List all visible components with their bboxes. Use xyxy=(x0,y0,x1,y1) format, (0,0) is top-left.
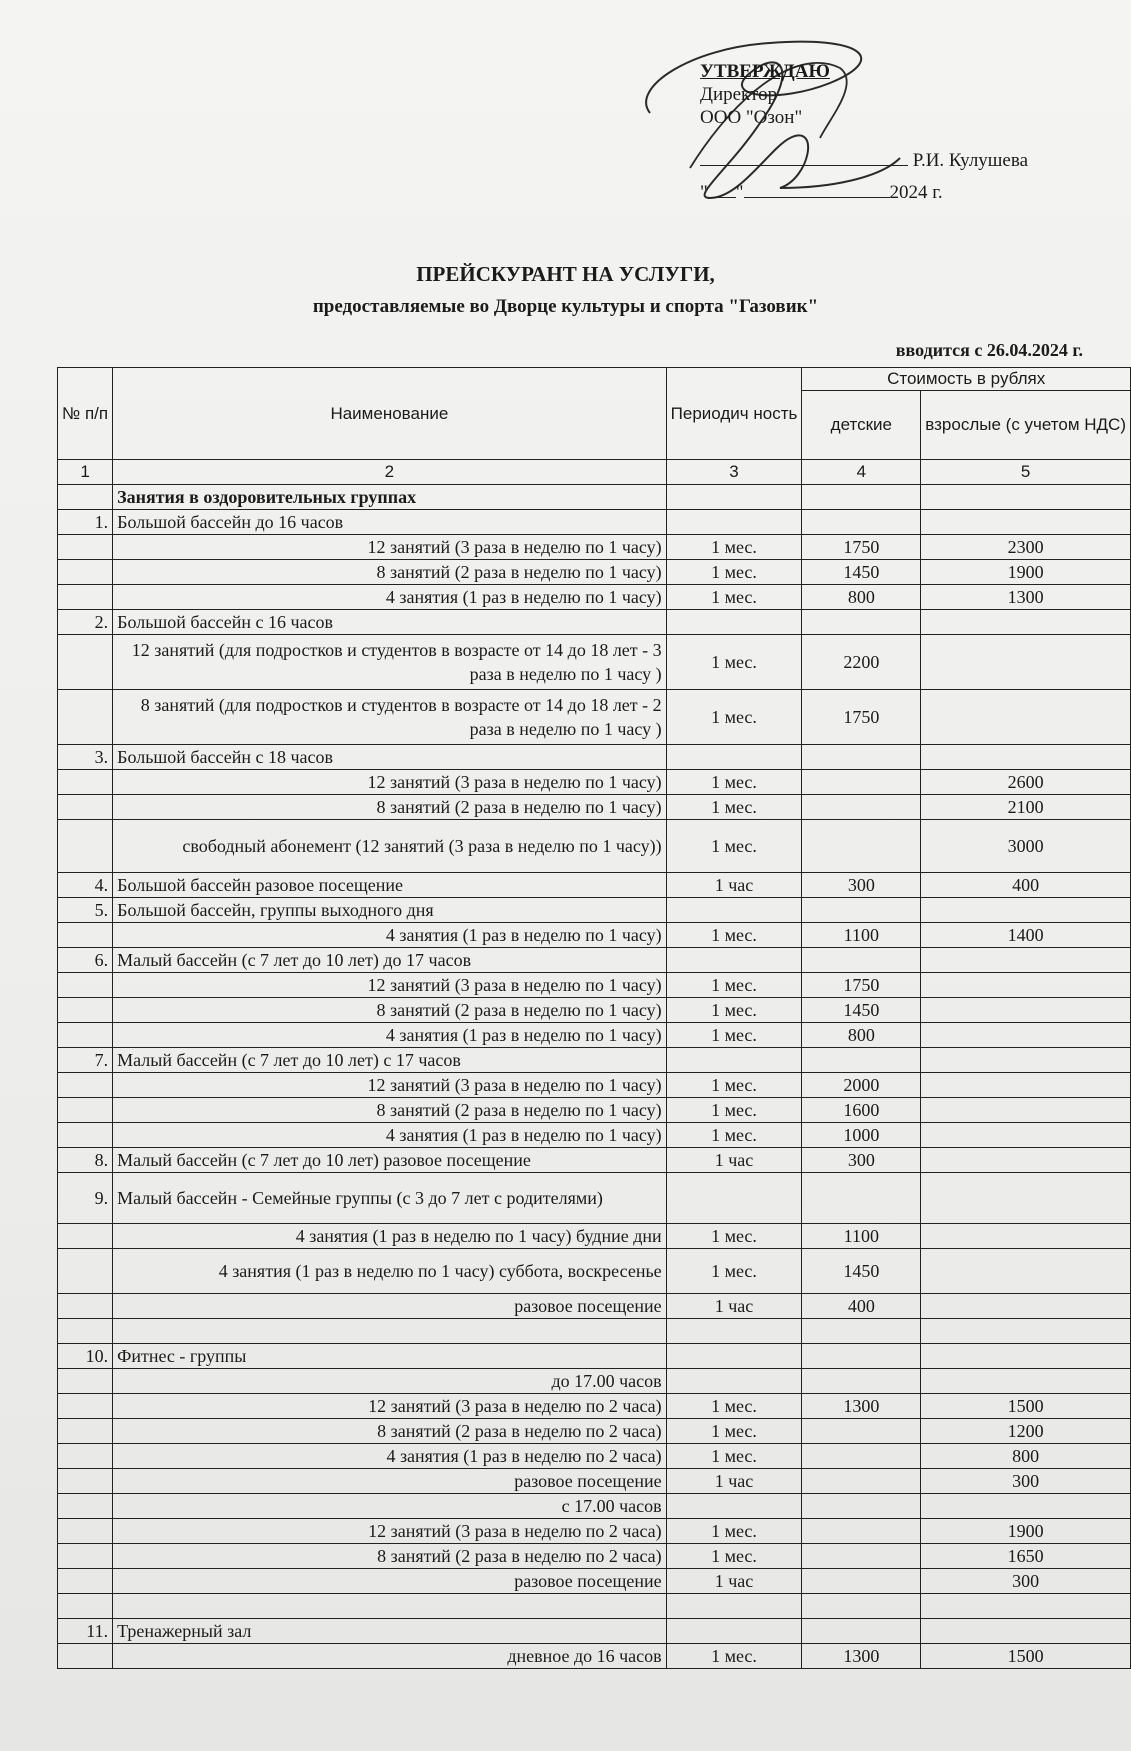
table-row xyxy=(58,1294,1131,1319)
row-name: 4 занятия (1 раз в неделю по 1 часу) суббота, воскресенье xyxy=(113,1249,667,1294)
effective-date: вводится с 26.04.2024 г. xyxy=(895,340,1083,360)
row-price-adults: 1400 xyxy=(921,923,1131,948)
row-name xyxy=(113,1594,667,1619)
price-table xyxy=(57,367,1131,1669)
row-price-adults xyxy=(921,610,1131,635)
table-row xyxy=(58,948,1131,973)
row-number xyxy=(58,1224,113,1249)
row-price-kids: 1450 xyxy=(802,560,921,585)
row-price-kids xyxy=(802,898,921,923)
row-price-adults xyxy=(921,998,1131,1023)
row-name: 12 занятий (3 раза в неделю по 1 часу) xyxy=(113,535,667,560)
row-period xyxy=(666,898,802,923)
table-row xyxy=(58,1173,1131,1224)
row-price-adults xyxy=(921,1369,1131,1394)
row-name: 8 занятий (2 раза в неделю по 1 часу) xyxy=(113,998,667,1023)
table-row xyxy=(58,1469,1131,1494)
row-period xyxy=(666,510,802,535)
row-number xyxy=(58,795,113,820)
row-period: 1 мес. xyxy=(666,1519,802,1544)
row-number: 8. xyxy=(58,1148,113,1173)
row-price-kids: 400 xyxy=(802,1294,921,1319)
row-period: 1 мес. xyxy=(666,1419,802,1444)
row-price-adults: 2100 xyxy=(921,795,1131,820)
table-row xyxy=(58,1023,1131,1048)
row-price-kids: 800 xyxy=(802,585,921,610)
row-name: Большой бассейн до 16 часов xyxy=(113,510,667,535)
row-price-adults: 1900 xyxy=(921,1519,1131,1544)
table-row xyxy=(58,1519,1131,1544)
table-row xyxy=(58,1394,1131,1419)
row-number: 10. xyxy=(58,1344,113,1369)
table-row xyxy=(58,1594,1131,1619)
row-price-adults xyxy=(921,973,1131,998)
table-row xyxy=(58,1098,1131,1123)
row-price-adults xyxy=(921,948,1131,973)
table-row xyxy=(58,1224,1131,1249)
row-price-kids xyxy=(802,1619,921,1644)
header-num: № п/п xyxy=(58,368,113,460)
row-price-kids xyxy=(802,1594,921,1619)
row-number xyxy=(58,1123,113,1148)
row-price-adults xyxy=(921,635,1131,690)
row-name: 4 занятия (1 раз в неделю по 2 часа) xyxy=(113,1444,667,1469)
row-price-adults xyxy=(921,510,1131,535)
table-row xyxy=(58,1249,1131,1294)
row-period: 1 мес. xyxy=(666,973,802,998)
row-period: 1 мес. xyxy=(666,1023,802,1048)
row-price-kids xyxy=(802,1173,921,1224)
row-period: 1 мес. xyxy=(666,1394,802,1419)
row-name: 8 занятий (2 раза в неделю по 1 часу) xyxy=(113,1098,667,1123)
row-name: Большой бассейн с 16 часов xyxy=(113,610,667,635)
row-price-kids xyxy=(802,745,921,770)
row-price-kids xyxy=(802,510,921,535)
row-name: 8 занятий (2 раза в неделю по 2 часа) xyxy=(113,1419,667,1444)
row-price-kids xyxy=(802,1369,921,1394)
row-name: Малый бассейн - Семейные группы (с 3 до 7 лет с родителями) xyxy=(113,1173,667,1224)
table-row xyxy=(58,770,1131,795)
row-period: 1 мес. xyxy=(666,1644,802,1669)
row-price-kids: 2200 xyxy=(802,635,921,690)
row-price-adults: 400 xyxy=(921,873,1131,898)
header-name: Наименование xyxy=(113,368,667,460)
row-number: 9. xyxy=(58,1173,113,1224)
table-row xyxy=(58,635,1131,690)
row-period: 1 мес. xyxy=(666,535,802,560)
row-price-kids xyxy=(802,1494,921,1519)
table-row xyxy=(58,873,1131,898)
row-price-kids: 1100 xyxy=(802,1224,921,1249)
row-number xyxy=(58,1319,113,1344)
row-price-kids: 1300 xyxy=(802,1644,921,1669)
row-price-adults: 3000 xyxy=(921,820,1131,873)
row-number xyxy=(58,560,113,585)
row-period: 1 мес. xyxy=(666,1544,802,1569)
row-period: 1 час xyxy=(666,1294,802,1319)
row-price-kids: 800 xyxy=(802,1023,921,1048)
row-name: Большой бассейн с 18 часов xyxy=(113,745,667,770)
row-number xyxy=(58,1444,113,1469)
row-name: разовое посещение xyxy=(113,1569,667,1594)
header-kids: детские xyxy=(802,391,921,460)
row-price-adults xyxy=(921,1098,1131,1123)
row-price-adults xyxy=(921,1494,1131,1519)
row-price-adults xyxy=(921,1594,1131,1619)
row-period xyxy=(666,1619,802,1644)
row-period: 1 мес. xyxy=(666,585,802,610)
row-name: дневное до 16 часов xyxy=(113,1644,667,1669)
row-name: Фитнес - группы xyxy=(113,1344,667,1369)
row-price-adults xyxy=(921,1123,1131,1148)
row-name: 12 занятий (для подростков и студентов в возрасте от 14 до 18 лет - 3 раза в неделю по 1 часу ) xyxy=(113,635,667,690)
row-price-kids: 1450 xyxy=(802,1249,921,1294)
row-name: 4 занятия (1 раз в неделю по 1 часу) xyxy=(113,923,667,948)
row-price-adults: 800 xyxy=(921,1444,1131,1469)
row-name: Малый бассейн (с 7 лет до 10 лет) с 17 часов xyxy=(113,1048,667,1073)
row-period xyxy=(666,1494,802,1519)
row-number: 1. xyxy=(58,510,113,535)
row-price-adults: 1300 xyxy=(921,585,1131,610)
row-number: 6. xyxy=(58,948,113,973)
document-title: ПРЕЙСКУРАНТ НА УСЛУГИ, xyxy=(416,262,715,286)
table-row xyxy=(58,1048,1131,1073)
row-number: 11. xyxy=(58,1619,113,1644)
row-price-adults xyxy=(921,1023,1131,1048)
signer-line xyxy=(700,150,1028,172)
approval-block xyxy=(700,60,830,129)
header-row xyxy=(58,368,1131,391)
row-price-kids xyxy=(802,770,921,795)
row-price-adults xyxy=(921,1619,1131,1644)
row-period: 1 мес. xyxy=(666,1249,802,1294)
row-price-adults: 2300 xyxy=(921,535,1131,560)
row-number xyxy=(58,973,113,998)
row-number xyxy=(58,485,113,510)
row-name: 12 занятий (3 раза в неделю по 1 часу) xyxy=(113,973,667,998)
row-name: с 17.00 часов xyxy=(113,1494,667,1519)
row-price-adults xyxy=(921,485,1131,510)
table-row xyxy=(58,1644,1131,1669)
table-row xyxy=(58,610,1131,635)
row-price-kids xyxy=(802,1319,921,1344)
row-price-kids: 1750 xyxy=(802,690,921,745)
row-period: 1 мес. xyxy=(666,820,802,873)
row-period: 1 мес. xyxy=(666,1073,802,1098)
row-number xyxy=(58,1469,113,1494)
table-row xyxy=(58,820,1131,873)
row-price-adults: 1650 xyxy=(921,1544,1131,1569)
col-index-3: 3 xyxy=(666,460,802,485)
row-period: 1 мес. xyxy=(666,998,802,1023)
row-name: 4 занятия (1 раз в неделю по 1 часу) xyxy=(113,1123,667,1148)
row-name xyxy=(113,1319,667,1344)
row-number: 5. xyxy=(58,898,113,923)
row-period xyxy=(666,948,802,973)
date-year: 2024 г. xyxy=(889,182,943,203)
row-price-kids xyxy=(802,1048,921,1073)
row-number: 3. xyxy=(58,745,113,770)
row-price-adults xyxy=(921,1294,1131,1319)
header-period: Периодич ность xyxy=(666,368,802,460)
row-period: 1 час xyxy=(666,1469,802,1494)
table-row xyxy=(58,585,1131,610)
table-row xyxy=(58,1073,1131,1098)
table-row xyxy=(58,1319,1131,1344)
signer-name: Р.И. Кулушева xyxy=(912,150,1029,171)
col-index-5: 5 xyxy=(921,460,1131,485)
row-name: до 17.00 часов xyxy=(113,1369,667,1394)
row-period: 1 мес. xyxy=(666,690,802,745)
row-price-kids: 300 xyxy=(802,873,921,898)
row-period xyxy=(666,1369,802,1394)
row-price-kids: 300 xyxy=(802,1148,921,1173)
row-number: 2. xyxy=(58,610,113,635)
table-row xyxy=(58,1123,1131,1148)
table-row xyxy=(58,690,1131,745)
row-price-kids: 1750 xyxy=(802,535,921,560)
row-period: 1 мес. xyxy=(666,1224,802,1249)
col-index-2: 2 xyxy=(113,460,667,485)
table-row xyxy=(58,1569,1131,1594)
column-index-row xyxy=(58,460,1131,485)
row-number xyxy=(58,1394,113,1419)
row-name: свободный абонемент (12 занятий (3 раза в неделю по 1 часу)) xyxy=(113,820,667,873)
row-price-kids xyxy=(802,948,921,973)
row-period xyxy=(666,1344,802,1369)
document-subtitle: предоставляемые во Дворце культуры и спорта "Газовик" xyxy=(312,296,819,317)
row-price-kids xyxy=(802,820,921,873)
table-row xyxy=(58,1619,1131,1644)
table-row xyxy=(58,1444,1131,1469)
row-period xyxy=(666,1048,802,1073)
row-price-kids xyxy=(802,1544,921,1569)
table-row xyxy=(58,1494,1131,1519)
header-adults: взрослые (с учетом НДС) xyxy=(921,391,1131,460)
row-name: Большой бассейн, группы выходного дня xyxy=(113,898,667,923)
row-price-adults: 1500 xyxy=(921,1644,1131,1669)
row-price-kids xyxy=(802,795,921,820)
row-period: 1 мес. xyxy=(666,635,802,690)
row-price-kids xyxy=(802,610,921,635)
table-row xyxy=(58,485,1131,510)
row-period: 1 мес. xyxy=(666,1098,802,1123)
table-row xyxy=(58,510,1131,535)
table-row xyxy=(58,1419,1131,1444)
row-price-kids: 1600 xyxy=(802,1098,921,1123)
row-number: 7. xyxy=(58,1048,113,1073)
approval-position: Директор xyxy=(700,84,778,105)
row-price-kids: 1000 xyxy=(802,1123,921,1148)
row-name: Тренажерный зал xyxy=(113,1619,667,1644)
row-number xyxy=(58,1544,113,1569)
row-name: разовое посещение xyxy=(113,1469,667,1494)
row-name: 12 занятий (3 раза в неделю по 1 часу) xyxy=(113,1073,667,1098)
row-price-kids xyxy=(802,1469,921,1494)
table-row xyxy=(58,745,1131,770)
row-price-adults: 1500 xyxy=(921,1394,1131,1419)
row-number xyxy=(58,585,113,610)
row-price-adults: 300 xyxy=(921,1569,1131,1594)
row-price-kids: 1750 xyxy=(802,973,921,998)
row-number xyxy=(58,1519,113,1544)
row-price-adults xyxy=(921,1344,1131,1369)
row-number xyxy=(58,635,113,690)
row-price-adults xyxy=(921,1073,1131,1098)
row-period: 1 мес. xyxy=(666,795,802,820)
date-line xyxy=(700,182,943,204)
table-row xyxy=(58,973,1131,998)
row-period: 1 мес. xyxy=(666,770,802,795)
date-quote-open: " xyxy=(700,182,708,203)
table-row xyxy=(58,1344,1131,1369)
row-number xyxy=(58,1249,113,1294)
col-index-4: 4 xyxy=(802,460,921,485)
table-row xyxy=(58,1369,1131,1394)
row-price-adults xyxy=(921,1249,1131,1294)
row-period xyxy=(666,1594,802,1619)
row-name: разовое посещение xyxy=(113,1294,667,1319)
row-period xyxy=(666,1173,802,1224)
row-period xyxy=(666,1319,802,1344)
row-price-adults: 1900 xyxy=(921,560,1131,585)
row-price-adults xyxy=(921,745,1131,770)
row-price-adults: 300 xyxy=(921,1469,1131,1494)
row-price-adults xyxy=(921,898,1131,923)
row-number xyxy=(58,1644,113,1669)
table-row xyxy=(58,898,1131,923)
row-period xyxy=(666,745,802,770)
row-period: 1 час xyxy=(666,1148,802,1173)
row-price-adults xyxy=(921,690,1131,745)
row-number xyxy=(58,1098,113,1123)
row-price-adults: 1200 xyxy=(921,1419,1131,1444)
row-price-adults xyxy=(921,1224,1131,1249)
row-number xyxy=(58,1419,113,1444)
row-number xyxy=(58,1594,113,1619)
row-period: 1 час xyxy=(666,873,802,898)
table-row xyxy=(58,795,1131,820)
row-price-kids xyxy=(802,1344,921,1369)
row-name: 4 занятия (1 раз в неделю по 1 часу) xyxy=(113,1023,667,1048)
row-number xyxy=(58,820,113,873)
approval-company: ООО "Озон" xyxy=(700,107,803,128)
row-period: 1 мес. xyxy=(666,560,802,585)
row-price-adults: 2600 xyxy=(921,770,1131,795)
row-number: 4. xyxy=(58,873,113,898)
table-row xyxy=(58,1148,1131,1173)
row-number xyxy=(58,998,113,1023)
row-period xyxy=(666,485,802,510)
row-price-kids xyxy=(802,485,921,510)
row-price-adults xyxy=(921,1148,1131,1173)
row-number xyxy=(58,1494,113,1519)
row-period xyxy=(666,610,802,635)
header-cost: Стоимость в рублях xyxy=(802,368,1131,391)
row-number xyxy=(58,535,113,560)
row-price-adults xyxy=(921,1048,1131,1073)
row-number xyxy=(58,1023,113,1048)
row-name: 8 занятий (2 раза в неделю по 1 часу) xyxy=(113,560,667,585)
row-period: 1 мес. xyxy=(666,923,802,948)
table-row xyxy=(58,560,1131,585)
row-price-adults xyxy=(921,1173,1131,1224)
row-name: 8 занятий (2 раза в неделю по 1 часу) xyxy=(113,795,667,820)
row-price-kids: 1300 xyxy=(802,1394,921,1419)
row-price-kids: 2000 xyxy=(802,1073,921,1098)
row-number xyxy=(58,1294,113,1319)
table-row xyxy=(58,1544,1131,1569)
row-name: Занятия в оздоровительных группах xyxy=(113,485,667,510)
approval-title: УТВЕРЖДАЮ xyxy=(700,61,830,82)
row-price-kids: 1100 xyxy=(802,923,921,948)
row-period: 1 час xyxy=(666,1569,802,1594)
row-number xyxy=(58,923,113,948)
row-period: 1 мес. xyxy=(666,1123,802,1148)
row-price-adults xyxy=(921,1319,1131,1344)
row-name: 4 занятия (1 раз в неделю по 1 часу) xyxy=(113,585,667,610)
row-number xyxy=(58,1073,113,1098)
row-period: 1 мес. xyxy=(666,1444,802,1469)
table-row xyxy=(58,923,1131,948)
row-name: 8 занятий (для подростков и студентов в возрасте от 14 до 18 лет - 2 раза в неделю по 1 часу ) xyxy=(113,690,667,745)
row-price-kids xyxy=(802,1519,921,1544)
row-name: 12 занятий (3 раза в неделю по 2 часа) xyxy=(113,1394,667,1419)
col-index-1: 1 xyxy=(58,460,113,485)
row-price-kids xyxy=(802,1444,921,1469)
row-name: Малый бассейн (с 7 лет до 10 лет) разовое посещение xyxy=(113,1148,667,1173)
row-number xyxy=(58,1369,113,1394)
row-price-kids xyxy=(802,1569,921,1594)
row-number xyxy=(58,690,113,745)
row-name: 12 занятий (3 раза в неделю по 1 часу) xyxy=(113,770,667,795)
table-row xyxy=(58,998,1131,1023)
date-quote-close: " xyxy=(735,182,744,203)
row-number xyxy=(58,1569,113,1594)
row-number xyxy=(58,770,113,795)
row-name: Малый бассейн (с 7 лет до 10 лет) до 17 часов xyxy=(113,948,667,973)
row-name: 8 занятий (2 раза в неделю по 2 часа) xyxy=(113,1544,667,1569)
row-name: 12 занятий (3 раза в неделю по 2 часа) xyxy=(113,1519,667,1544)
table-row xyxy=(58,535,1131,560)
row-price-kids: 1450 xyxy=(802,998,921,1023)
row-name: Большой бассейн разовое посещение xyxy=(113,873,667,898)
row-name: 4 занятия (1 раз в неделю по 1 часу) будние дни xyxy=(113,1224,667,1249)
row-price-kids xyxy=(802,1419,921,1444)
